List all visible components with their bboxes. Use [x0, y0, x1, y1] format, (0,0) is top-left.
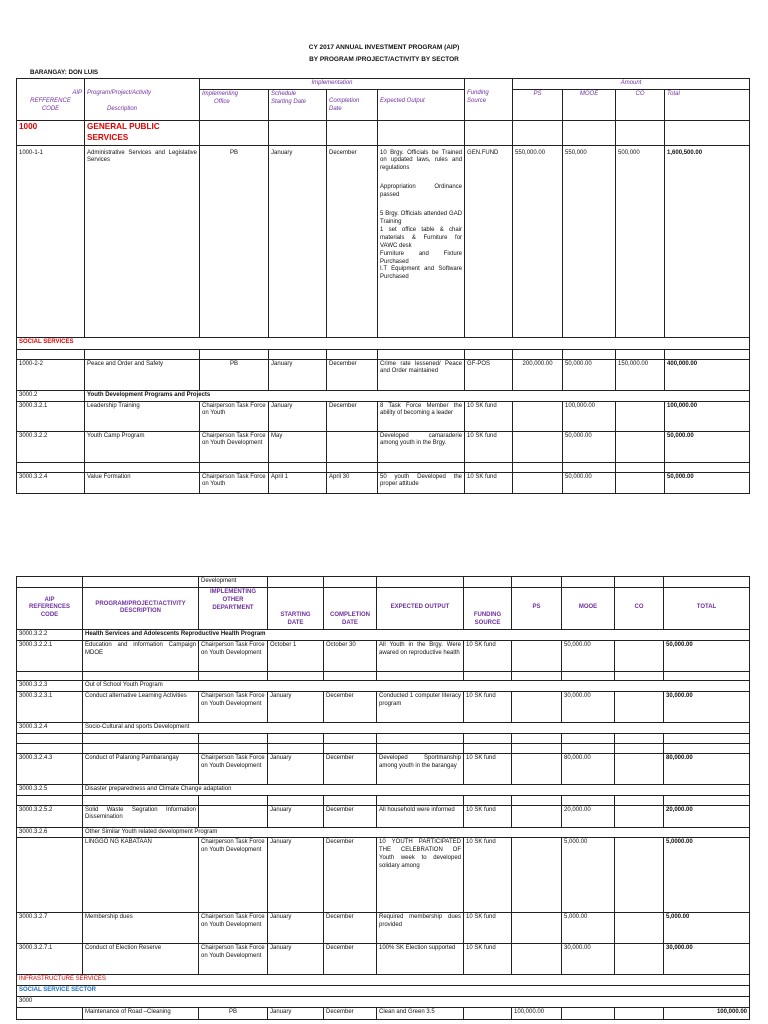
table-row — [17, 1008, 750, 1020]
row-output: 8 Task Force Member the ability of becoming a leader — [378, 401, 465, 431]
row-code: 3000.3.2.6 — [17, 827, 83, 838]
row-code: 3000.3.2.2 — [17, 431, 85, 462]
row-total: 100,000.00 — [664, 1008, 750, 1020]
row-end: December — [324, 944, 377, 975]
row-mooe: 50,000.00 — [563, 431, 616, 462]
col-header-aip: AIP — [72, 90, 82, 97]
row-start: January — [269, 401, 327, 431]
col-header-other: OTHER — [222, 596, 244, 603]
aip-table-page2 — [16, 576, 750, 1020]
row-description: Other Similar Youth related development Program — [83, 827, 750, 838]
row-code: 3000.3.2.3.1 — [17, 691, 83, 722]
row-start: January — [268, 1008, 324, 1020]
row-office: PB — [200, 145, 269, 337]
row-description: Youth Camp Program — [85, 431, 200, 462]
row-office: Chairperson Task Force on Youth Development — [199, 640, 268, 671]
row-output: All household were informed — [377, 805, 464, 827]
col-header-schedule: Schedule — [271, 90, 297, 97]
table-row — [17, 944, 750, 975]
row-code: 3000.3.2.2 — [17, 629, 83, 640]
row-end: December — [324, 913, 377, 944]
row-code: 3000.3.2.2.1 — [17, 640, 83, 671]
row-description: Youth Development Programs and Projects — [85, 390, 750, 401]
row-office: Chairperson Task Force on Youth — [200, 401, 269, 431]
row-description: LINGGO NG KABATAAN — [83, 838, 199, 913]
row-code: 3000.3.2.7.1 — [17, 944, 83, 975]
row-description: Conduct alternative Learning Activities — [83, 691, 199, 722]
col-header-mooe: MOOE — [562, 587, 615, 629]
row-mooe: 50,000.00 — [563, 472, 616, 493]
table-row — [17, 753, 750, 784]
row-mooe: 5,000.00 — [562, 913, 615, 944]
row-description: Leadership Training — [85, 401, 200, 431]
row-description: Value Formation — [85, 472, 200, 493]
table-row — [17, 913, 750, 944]
col-header-total: Total — [665, 89, 750, 120]
row-start: January — [268, 838, 324, 913]
row-total: 20,000.00 — [664, 805, 750, 827]
doc-title-line1: CY 2017 ANNUAL INVESTMENT PROGRAM (AIP) — [308, 44, 460, 51]
col-header-completion-date: DATE — [342, 620, 358, 626]
row-total: 1,600,500.00 — [665, 145, 750, 337]
table-row — [17, 827, 750, 838]
row-code: 1000-1-1 — [17, 145, 85, 337]
row-description: Disaster preparedness and Climate Change adaptation — [83, 784, 750, 795]
col-header-expected-output: Expected Output — [380, 97, 425, 104]
row-output: All Youth in the Brgy. Were awared on reproductive health — [377, 640, 464, 671]
row-total: 5,000.00 — [664, 913, 750, 944]
output-line: Furniture and Fixture Purchased — [380, 250, 463, 265]
col-header-funding: FUNDING — [473, 612, 502, 619]
table-row — [17, 680, 750, 691]
output-line: 5 Brgy. Officials attended GAD Training — [380, 211, 463, 225]
table-row — [17, 629, 750, 640]
section-name: SOCIAL SERVICE SECTOR — [17, 986, 750, 997]
col-header-department: DEPARTMENT — [212, 604, 254, 611]
row-code: 3000.3.2.3 — [17, 680, 83, 691]
section-row-infrastructure — [17, 975, 750, 986]
row-end: December — [327, 359, 378, 390]
table-row — [17, 722, 750, 733]
row-code: 1000-2-2 — [17, 359, 85, 390]
row-total: 50,000.00 — [665, 431, 750, 462]
col-header-aip-2: REFERENCES — [28, 604, 70, 611]
row-ps: 200,000.00 — [513, 359, 563, 390]
row-end: December — [327, 145, 378, 337]
col-header-total: TOTAL — [664, 587, 750, 629]
row-office: Chairperson Task Force on Youth Development — [199, 944, 268, 975]
row-mooe: 100,000.00 — [563, 401, 616, 431]
row-end: April 30 — [327, 472, 378, 493]
table-row — [17, 359, 750, 390]
row-total: 80,000.00 — [664, 753, 750, 784]
row-start: April 1 — [269, 472, 327, 493]
col-header-ppa: Program/Project/Activity — [87, 90, 152, 97]
row-total: 50,000.00 — [665, 472, 750, 493]
row-output: Developed camaraderie among youth in the Brgy. — [378, 431, 465, 462]
row-start: January — [269, 359, 327, 390]
row-start: January — [268, 805, 324, 827]
row-fund: GF-POS — [465, 359, 513, 390]
col-header-completion-date: Date — [329, 105, 342, 112]
row-fund: 10 SK fund — [464, 913, 512, 944]
row-office: Chairperson Task Force on Youth Development — [199, 753, 268, 784]
row-end: December — [324, 691, 377, 722]
row-mooe: 30,000.00 — [562, 691, 615, 722]
amount-group-header: Amount — [513, 79, 750, 90]
row-fund: 10 SK fund — [464, 944, 512, 975]
row-description: Conduct of Election Reserve — [83, 944, 199, 975]
row-start: January — [269, 145, 327, 337]
row-description: Administrative Services and Legislative Services — [85, 145, 200, 337]
row-output: Conducted 1 computer literacy program — [377, 691, 464, 722]
row-code: 3000.3.2.7 — [17, 913, 83, 944]
row-start: May — [269, 431, 327, 462]
row-fund: 10 SK fund — [464, 805, 512, 827]
row-fund: 10 SK fund — [464, 691, 512, 722]
row-ps: 100,000.00 — [512, 1008, 562, 1020]
table-row — [17, 390, 750, 401]
col-header-aip-3: CODE — [41, 106, 60, 113]
row-code: 3000.3.2.4 — [17, 472, 85, 493]
table-row — [17, 784, 750, 795]
row-co: 150,000.00 — [616, 359, 665, 390]
row-start: January — [268, 753, 324, 784]
row-office: Chairperson Task Force on Youth Development — [199, 691, 268, 722]
row-total: 5,0000.00 — [664, 838, 750, 913]
output-line: I.T Equipment and Software Purchased — [380, 266, 463, 281]
row-co: 500,000 — [616, 145, 665, 337]
row-total: 400,000.00 — [665, 359, 750, 390]
row-end: December — [327, 401, 378, 431]
table-row — [17, 472, 750, 493]
table2-header-row — [17, 587, 750, 629]
col-header-description: DESCRIPTION — [119, 608, 161, 615]
row-fund: 10 SK fund — [465, 401, 513, 431]
row-ps: 550,000.00 — [513, 145, 563, 337]
row-fund: GEN.FUND — [465, 145, 513, 337]
col-header-source: Source — [467, 98, 487, 105]
row-code: 3000.3.2.1 — [17, 401, 85, 431]
row-code: 3000.3.2.5.2 — [17, 805, 83, 827]
row-fund: 10 SK fund — [464, 640, 512, 671]
col-header-aip-3: CODE — [40, 612, 59, 619]
col-header-expected-output: EXPECTED OUTPUT — [377, 587, 464, 629]
row-code: 3000 — [17, 997, 750, 1008]
col-header-aip-2: REFFERENCE — [30, 98, 71, 105]
col-header-description: Description — [107, 106, 138, 113]
row-office: Chairperson Task Force on Youth Development — [199, 913, 268, 944]
row-office: Chairperson Task Force on Youth Development — [200, 431, 269, 462]
col-header-ps: PS — [512, 587, 562, 629]
row-output: Required membership dues provided — [377, 913, 464, 944]
section-name: SOCIAL SERVICES — [17, 337, 750, 349]
row-mooe: 20,000.00 — [562, 805, 615, 827]
row-output: Developed Sportmanship among youth in the barangay — [377, 753, 464, 784]
row-output: Clean and Green 3.5 — [377, 1008, 464, 1020]
row-fund: 10 SK fund — [465, 472, 513, 493]
table-row — [17, 401, 750, 431]
row-description: Conduct of Palarong Pambarangay — [83, 753, 199, 784]
barangay-label: BARANGAY: DON LUIS — [30, 69, 99, 76]
row-code: 3000.2 — [17, 390, 85, 401]
doc-title-line2: BY PROGRAM /PROJECT/ACTIVITY BY SECTOR — [309, 56, 459, 63]
col-header-starting-date: Starting Date — [271, 98, 307, 105]
section-row-social-services — [17, 337, 750, 349]
implementation-group-header: Implementation — [200, 79, 465, 90]
table-row — [17, 431, 750, 462]
row-description: Health Services and Adolescents Reproductive Health Program — [83, 629, 750, 640]
col-header-implementing: IMPLEMENTING — [210, 588, 256, 595]
row-total: 100,000.00 — [665, 401, 750, 431]
col-header-co: CO — [615, 587, 664, 629]
row-office: PB — [199, 1008, 268, 1020]
row-mooe: 550,000 — [563, 145, 616, 337]
row-total: 50,000.00 — [664, 640, 750, 671]
row-fund: 10 SK fund — [464, 838, 512, 913]
table-row — [17, 691, 750, 722]
col-header-office-2: Office — [214, 98, 230, 105]
col-header-ps: PS — [513, 89, 563, 120]
row-output: 50 youth Developed the proper attitude — [378, 472, 465, 493]
col-header-ppa: PROGRAM/PROJECT/ACTIVITY — [95, 600, 186, 607]
table1-header-row — [17, 89, 750, 120]
table-row — [17, 145, 750, 337]
row-office: Chairperson Task Force on Youth — [200, 472, 269, 493]
row-end: October 30 — [324, 640, 377, 671]
col-header-aip: AIP — [44, 596, 55, 603]
output-line: 1 set office table & chair materials & Furniture for VAWC desk — [380, 226, 463, 249]
row-end: December — [324, 805, 377, 827]
table-row — [17, 838, 750, 913]
row-output: Crime rate lessened/ Peace and Order maintained — [378, 359, 465, 390]
row-total: 30,000.00 — [664, 691, 750, 722]
row-output: 10 YOUTH PARTICIPATED THE CELEBRATION OF Youth week to developed solidary among — [377, 838, 464, 913]
row-code: 3000.3.2.5 — [17, 784, 83, 795]
row-fund: 10 SK fund — [464, 753, 512, 784]
row-mooe: 5,000.00 — [562, 838, 615, 913]
row-end: December — [324, 753, 377, 784]
row-description: Socio-Cultural and sports Development — [83, 722, 750, 733]
row-start: January — [268, 691, 324, 722]
section-code: 1000 — [17, 120, 85, 145]
row-total: 30,000.00 — [664, 944, 750, 975]
row-office: PB — [200, 359, 269, 390]
col-header-source: SOURCE — [474, 620, 501, 626]
row-mooe: 50,000.00 — [562, 640, 615, 671]
row-description: Out of School Youth Program — [83, 680, 750, 691]
row-end: December — [324, 1008, 377, 1020]
col-header-date: DATE — [287, 620, 304, 626]
table-row — [17, 805, 750, 827]
carryover-office: Development — [199, 577, 268, 588]
col-header-completion: COMPLETION — [330, 612, 370, 619]
row-mooe: 80,000.00 — [562, 753, 615, 784]
row-output: 100% SK Election supported — [377, 944, 464, 975]
table-row — [17, 997, 750, 1008]
row-description: Education and information Campaign MDOE — [83, 640, 199, 671]
aip-table-page1 — [16, 78, 750, 494]
section-row-general-public-services — [17, 120, 750, 145]
col-header-starting: STARTING — [280, 612, 311, 619]
section-name: GENERAL PUBLIC SERVICES — [85, 120, 200, 145]
row-output — [378, 145, 465, 337]
col-header-co: CO — [616, 89, 665, 120]
row-description: Solid Waste Segration Information Dissemination — [83, 805, 199, 827]
row-end: December — [324, 838, 377, 913]
row-description: Maintenance of Road –Cleaning — [83, 1008, 199, 1020]
row-code: 3000.3.2.4 — [17, 722, 83, 733]
output-line: 10 Brgy. Officials be Trained on updated laws, rules and regulations — [380, 149, 463, 172]
col-header-mooe: MOOE — [563, 89, 616, 120]
col-header-office: Implementing — [202, 90, 239, 97]
row-start: January — [268, 944, 324, 975]
row-description: Peace and Order and Safety — [85, 359, 200, 390]
row-start: January — [268, 913, 324, 944]
section-name: INFRASTRUCTURE SERVICES — [17, 975, 750, 986]
col-header-completion: Completion — [329, 97, 360, 104]
row-mooe: 30,000.00 — [562, 944, 615, 975]
output-line: Appropriation Ordinance passed — [380, 184, 463, 199]
row-mooe: 50,000.00 — [563, 359, 616, 390]
row-office: Chairperson Task Force on Youth Development — [199, 838, 268, 913]
col-header-funding: Funding — [467, 90, 489, 97]
row-start: October 1 — [268, 640, 324, 671]
row-fund: 10 SK fund — [465, 431, 513, 462]
row-description: Membership dues — [83, 913, 199, 944]
table-row — [17, 640, 750, 671]
row-code: 3000.3.2.4.3 — [17, 753, 83, 784]
section-row-social-service-sector — [17, 986, 750, 997]
